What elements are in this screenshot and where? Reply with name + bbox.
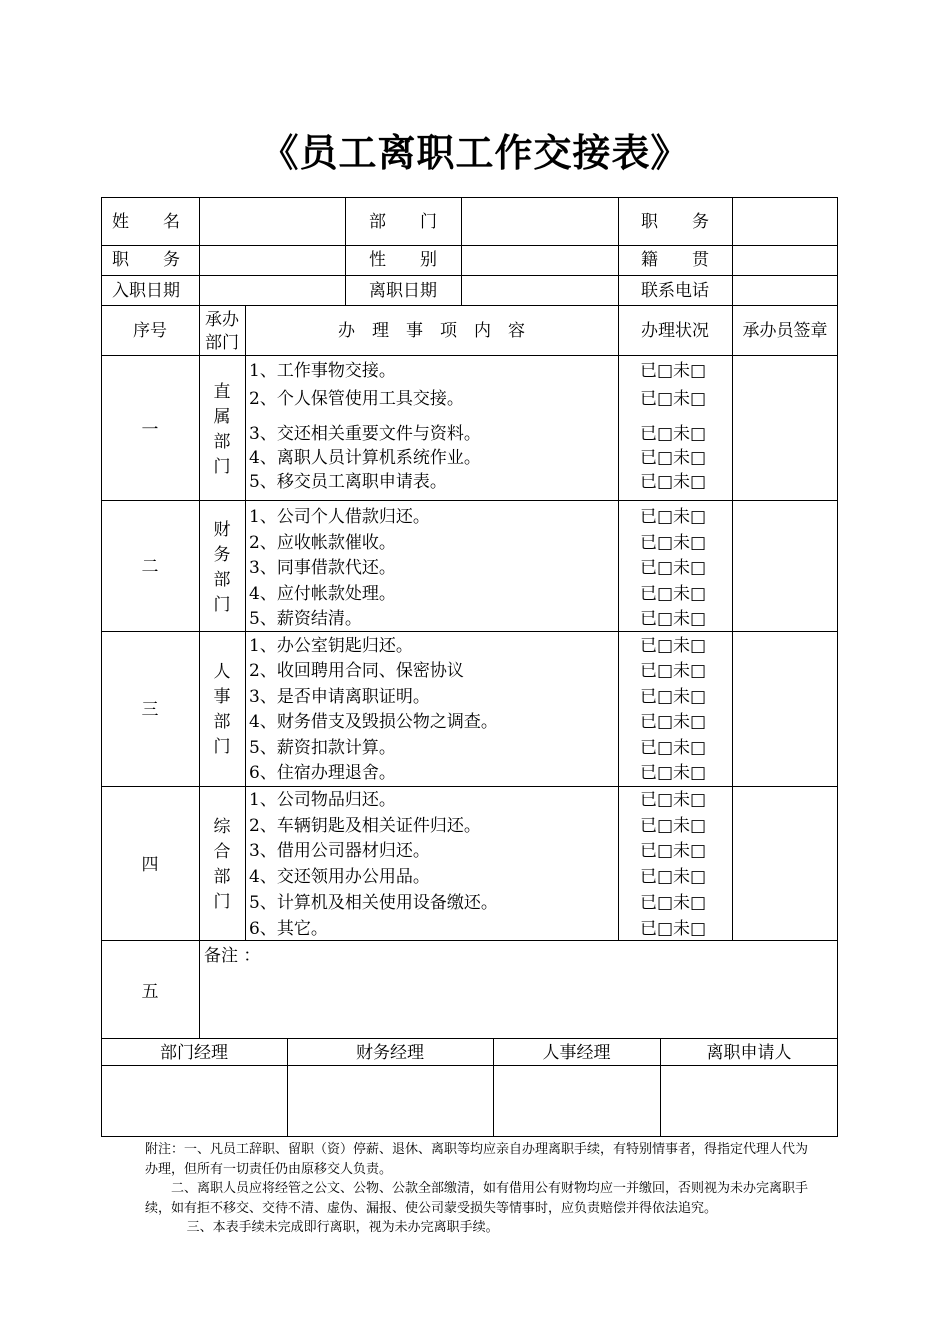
dept-header-line2: 部门 [205, 333, 239, 353]
form-title: 《员工离职工作交接表》 [260, 131, 690, 175]
footnote: 二、离职人员应将经管之公文、公物、公款全部缴清，如有借用公有财物均应一并缴回，否则视为未办完离职手续，如有拒不移交、交待不清、虚伪、漏报、使公司蒙受损失等情事时，应负责赔偿并得依法追究。 [145, 1181, 809, 1216]
task-item: 4、交还领用办公用品。 [249, 867, 430, 887]
section-dept: 财 务 部 门 [213, 520, 231, 615]
task-item: 5、移交员工离职申请表。 [249, 472, 447, 492]
status-checkbox[interactable]: 已□未□ [640, 424, 707, 444]
task-item: 3、是否申请离职证明。 [249, 687, 430, 707]
status-checkbox[interactable]: 已□未□ [640, 816, 707, 836]
task-item: 1、公司个人借款归还。 [249, 507, 430, 527]
section-seq: 三 [141, 700, 159, 720]
task-item: 1、工作事物交接。 [249, 361, 396, 381]
gender-label: 性 别 [369, 250, 437, 270]
status-checkbox[interactable]: 已□未□ [640, 558, 707, 578]
remark-label: 备注 ： [204, 946, 261, 966]
section-seq: 二 [141, 557, 159, 577]
position-label: 职 务 [641, 212, 709, 232]
join-date-label: 入职日期 [112, 281, 180, 301]
name-label: 姓 名 [112, 212, 180, 232]
dept-header-line1: 承办 [205, 310, 239, 330]
status-checkbox[interactable]: 已□未□ [640, 841, 707, 861]
task-item: 4、财务借支及毁损公物之调查。 [249, 712, 498, 732]
col-line [199, 197, 200, 355]
status-checkbox[interactable]: 已□未□ [640, 472, 707, 492]
col-line [461, 197, 462, 305]
status-header: 办理状况 [641, 321, 709, 341]
task-item: 6、住宿办理退舍。 [249, 763, 396, 783]
signature-header: 承办员签章 [742, 321, 828, 341]
applicant-label: 离职申请人 [706, 1043, 792, 1063]
position-label: 职 务 [112, 250, 180, 270]
status-checkbox[interactable]: 已□未□ [640, 389, 707, 409]
status-checkbox[interactable]: 已□未□ [640, 893, 707, 913]
row-line [101, 275, 838, 276]
task-item: 5、计算机及相关使用设备缴还。 [249, 893, 498, 913]
row-line [101, 245, 838, 246]
content-header: 办 理 事 项 内 容 [338, 321, 525, 341]
task-item: 2、收回聘用合同、保密协议 [249, 661, 464, 681]
row-line [101, 1065, 838, 1066]
leave-date-label: 离职日期 [369, 281, 437, 301]
status-checkbox[interactable]: 已□未□ [640, 867, 707, 887]
status-checkbox[interactable]: 已□未□ [640, 507, 707, 527]
task-item: 3、同事借款代还。 [249, 558, 396, 578]
task-item: 2、个人保管使用工具交接。 [249, 389, 464, 409]
col-line [618, 197, 619, 940]
phone-label: 联系电话 [641, 281, 709, 301]
finance-manager-label: 财务经理 [356, 1043, 424, 1063]
status-checkbox[interactable]: 已□未□ [640, 687, 707, 707]
status-checkbox[interactable]: 已□未□ [640, 448, 707, 468]
hr-manager-label: 人事经理 [542, 1043, 611, 1063]
status-checkbox[interactable]: 已□未□ [640, 584, 707, 604]
section-dept: 人 事 部 门 [213, 662, 231, 757]
task-item: 1、办公室钥匙归还。 [249, 636, 413, 656]
row-line [101, 500, 838, 501]
row-line [101, 1038, 838, 1039]
status-checkbox[interactable]: 已□未□ [640, 919, 707, 939]
status-checkbox[interactable]: 已□未□ [640, 609, 707, 629]
row-line [101, 631, 838, 632]
task-item: 5、薪资结清。 [249, 609, 362, 629]
task-item: 6、其它。 [249, 919, 328, 939]
row-line [101, 940, 838, 941]
dept-manager-label: 部门经理 [160, 1043, 228, 1063]
task-item: 3、借用公司器材归还。 [249, 841, 430, 861]
section-seq: 五 [141, 982, 159, 1002]
section-seq: 一 [141, 420, 159, 440]
native-place-label: 籍 贯 [641, 250, 709, 270]
status-checkbox[interactable]: 已□未□ [640, 790, 707, 810]
section-dept: 直 属 部 门 [213, 382, 231, 477]
col-line [245, 305, 246, 940]
task-item: 2、车辆钥匙及相关证件归还。 [249, 816, 481, 836]
section-seq: 四 [141, 855, 159, 875]
status-checkbox[interactable]: 已□未□ [640, 661, 707, 681]
section-dept: 综 合 部 门 [213, 817, 231, 912]
row-line [101, 355, 838, 356]
col-line [732, 197, 733, 940]
status-checkbox[interactable]: 已□未□ [640, 738, 707, 758]
task-item: 4、应付帐款处理。 [249, 584, 396, 604]
task-item: 4、离职人员计算机系统作业。 [249, 448, 481, 468]
status-checkbox[interactable]: 已□未□ [640, 636, 707, 656]
row-line [101, 305, 838, 306]
status-checkbox[interactable]: 已□未□ [640, 763, 707, 783]
footnote: 附注：一、凡员工辞职、留职（资）停薪、退休、离职等均应亲自办理离职手续，有特别情事者，得指定代理人代为办理，但所有一切责任仍由原移交人负责。 [145, 1142, 809, 1177]
task-item: 5、薪资扣款计算。 [249, 738, 396, 758]
footnotes [145, 1140, 810, 1238]
dept-label: 部 门 [369, 212, 437, 232]
task-item: 2、应收帐款催收。 [249, 533, 396, 553]
status-checkbox[interactable]: 已□未□ [640, 361, 707, 381]
row-line [101, 786, 838, 787]
task-item: 3、交还相关重要文件与资料。 [249, 424, 481, 444]
status-checkbox[interactable]: 已□未□ [640, 533, 707, 553]
seq-header: 序号 [133, 321, 167, 341]
task-item: 1、公司物品归还。 [249, 790, 396, 810]
footnote: 三、本表手续未完成即行离职，视为未办完离职手续。 [186, 1220, 499, 1235]
status-checkbox[interactable]: 已□未□ [640, 712, 707, 732]
